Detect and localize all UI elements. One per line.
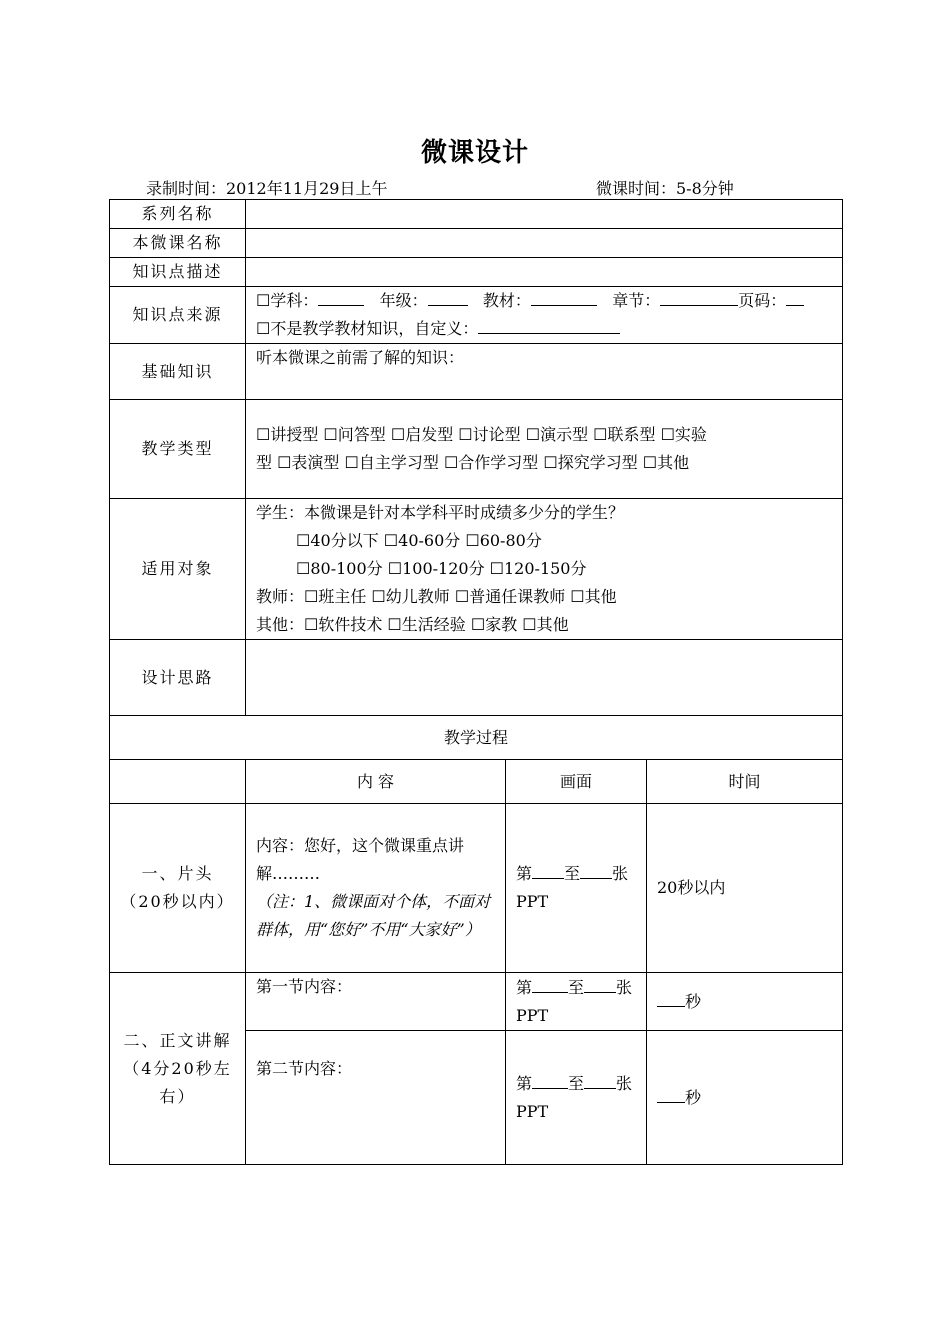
audience-line-3[interactable]: ☐80-100分 ☐100-120分 ☐120-150分 bbox=[296, 559, 587, 578]
row-design bbox=[110, 640, 843, 716]
section-1-label: 第一节内容： bbox=[256, 977, 353, 996]
screen-ppt: PPT bbox=[516, 1005, 549, 1025]
screen-di: 第 bbox=[516, 864, 533, 883]
main-label bbox=[110, 973, 246, 1165]
screen-di: 第 bbox=[516, 1073, 533, 1093]
row-audience bbox=[110, 499, 843, 640]
section-2-label: 第二节内容： bbox=[256, 1059, 353, 1078]
lesson-duration: 微课时间：5-8分钟 bbox=[596, 179, 734, 198]
series-label: 系列名称 bbox=[110, 200, 246, 229]
intro-content-line-1: 内容：您好，这个微课重点讲 bbox=[256, 836, 465, 855]
types-line-1[interactable]: ☐讲授型 ☐问答型 ☐启发型 ☐讨论型 ☐演示型 ☐联系型 ☐实验 bbox=[256, 425, 707, 444]
chapter-label: 章节： bbox=[612, 291, 661, 310]
screen-zhang: 张 bbox=[616, 977, 633, 997]
col-time-header: 时间 bbox=[647, 760, 843, 804]
audience-field[interactable] bbox=[246, 499, 843, 640]
screen-zhang: 张 bbox=[616, 1073, 633, 1093]
seconds-label: 秒 bbox=[685, 1087, 702, 1107]
row-lesson bbox=[110, 229, 843, 258]
row-basics bbox=[110, 344, 843, 400]
page-title: 微课设计 bbox=[420, 138, 529, 168]
source-field[interactable] bbox=[246, 287, 843, 344]
main-label-line-1: 二、正文讲解 bbox=[123, 1030, 232, 1050]
intro-screen[interactable] bbox=[506, 804, 647, 973]
row-series bbox=[110, 200, 843, 229]
basics-field[interactable] bbox=[246, 344, 843, 400]
intro-time[interactable] bbox=[647, 804, 843, 973]
row-knowledge-desc bbox=[110, 258, 843, 287]
custom-checkbox[interactable]: ☐不是教学教材知识，自定义： bbox=[256, 319, 479, 338]
basics-label: 基础知识 bbox=[110, 344, 246, 400]
seconds-label: 秒 bbox=[685, 991, 702, 1011]
audience-line-5[interactable]: 其他：☐软件技术 ☐生活经验 ☐家教 ☐其他 bbox=[256, 615, 569, 634]
header-blank bbox=[110, 760, 246, 804]
audience-label: 适用对象 bbox=[110, 499, 246, 640]
series-field[interactable] bbox=[246, 200, 843, 229]
audience-line-4[interactable]: 教师：☐班主任 ☐幼儿教师 ☐普通任课教师 ☐其他 bbox=[256, 587, 617, 606]
design-field[interactable] bbox=[246, 640, 843, 716]
intro-label-line-1: 一、片头 bbox=[141, 864, 214, 883]
section-1-time[interactable] bbox=[647, 973, 843, 1031]
intro-label-line-2: （20秒以内） bbox=[120, 892, 235, 911]
textbook-label: 教材： bbox=[482, 291, 531, 310]
grade-label: 年级： bbox=[379, 291, 428, 310]
row-column-headers bbox=[110, 760, 843, 804]
source-label: 知识点来源 bbox=[110, 287, 246, 344]
section-1-screen[interactable] bbox=[506, 973, 647, 1031]
main-label-line-3: 右） bbox=[159, 1086, 196, 1106]
row-source bbox=[110, 287, 843, 344]
types-label: 教学类型 bbox=[110, 400, 246, 499]
screen-di: 第 bbox=[516, 977, 533, 997]
screen-ppt: PPT bbox=[516, 1101, 549, 1121]
screen-zhang: 张 bbox=[612, 864, 629, 883]
row-process-header bbox=[110, 716, 843, 760]
intro-content-line-2: 解……… bbox=[256, 864, 321, 883]
row-types bbox=[110, 400, 843, 499]
design-label: 设计思路 bbox=[110, 640, 246, 716]
row-main-section-1 bbox=[110, 973, 843, 1031]
audience-line-1: 学生：本微课是针对本学科平时成绩多少分的学生？ bbox=[256, 503, 625, 522]
subject-checkbox[interactable]: ☐学科： bbox=[256, 291, 319, 310]
types-line-2[interactable]: 型 ☐表演型 ☐自主学习型 ☐合作学习型 ☐探究学习型 ☐其他 bbox=[256, 453, 690, 472]
intro-note: （注：1、微课面对个体，不面对群体，用“您好”不用“大家好”） bbox=[256, 892, 491, 939]
types-field[interactable] bbox=[246, 400, 843, 499]
design-form-table bbox=[109, 199, 843, 1165]
screen-zhi: 至 bbox=[568, 977, 585, 997]
section-1-content[interactable] bbox=[246, 973, 506, 1031]
intro-label bbox=[110, 804, 246, 973]
screen-zhi: 至 bbox=[564, 864, 581, 883]
basics-text: 听本微课之前需了解的知识： bbox=[256, 348, 465, 367]
row-intro bbox=[110, 804, 843, 973]
section-2-screen[interactable] bbox=[506, 1031, 647, 1165]
knowledge-desc-field[interactable] bbox=[246, 258, 843, 287]
lesson-label: 本微课名称 bbox=[110, 229, 246, 258]
screen-zhi: 至 bbox=[568, 1073, 585, 1093]
main-label-line-2: （4分20秒左 bbox=[123, 1058, 232, 1078]
screen-ppt: PPT bbox=[516, 892, 549, 911]
section-2-time[interactable] bbox=[647, 1031, 843, 1165]
process-header: 教学过程 bbox=[110, 716, 843, 760]
audience-line-2[interactable]: ☐40分以下 ☐40-60分 ☐60-80分 bbox=[296, 531, 542, 550]
knowledge-desc-label: 知识点描述 bbox=[110, 258, 246, 287]
intro-content[interactable] bbox=[246, 804, 506, 973]
intro-time-text: 20秒以内 bbox=[657, 878, 726, 897]
lesson-field[interactable] bbox=[246, 229, 843, 258]
page-label: 页码： bbox=[738, 291, 787, 310]
record-time: 录制时间：2012年11月29日上午 bbox=[146, 179, 388, 198]
col-screen-header: 画面 bbox=[506, 760, 647, 804]
col-content-header: 内 容 bbox=[246, 760, 506, 804]
section-2-content[interactable] bbox=[246, 1031, 506, 1165]
